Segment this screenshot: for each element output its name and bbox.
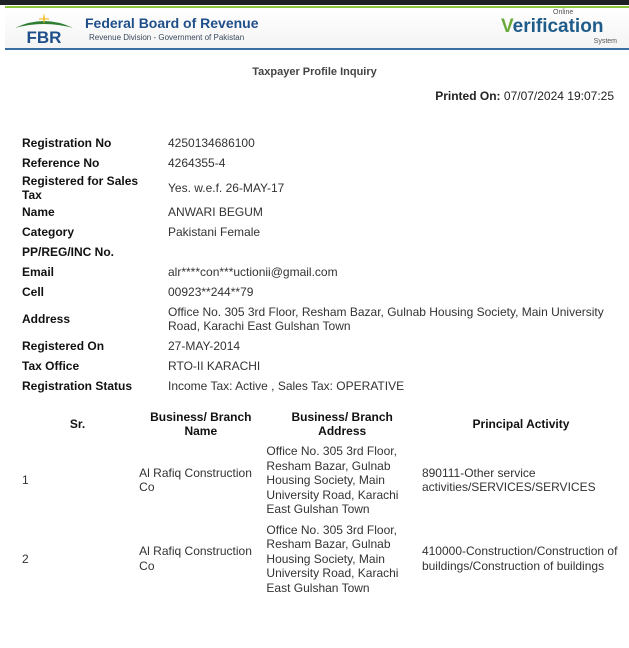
table-header-row: [18, 407, 622, 441]
cell-branch-address: Office No. 305 3rd Floor, Resham Bazar, Gulnab Housing Society, Main University Road, Karachi East Gulshan Town: [266, 522, 399, 595]
field-label: Tax Office: [22, 359, 80, 373]
business-branches-table: [18, 407, 622, 598]
field-label: Registration No: [22, 136, 112, 150]
field-label: Registered On: [22, 339, 105, 353]
ovs-online-text: Online: [553, 9, 574, 16]
ovs-title: [501, 17, 603, 37]
field-value: ANWARI BEGUM: [168, 205, 263, 219]
field-label: Email: [22, 265, 55, 279]
field-label: Reference No: [22, 156, 100, 170]
cell-principal-activity: 410000-Construction/Construction of buildings/Construction of buildings: [421, 544, 618, 573]
table-row: [18, 441, 622, 520]
cell-sr: 2: [22, 551, 29, 566]
profile-row: [22, 262, 622, 282]
field-label: Address: [22, 312, 71, 326]
fbr-logo-text: FBR: [26, 28, 62, 46]
field-label: Name: [22, 205, 55, 219]
profile-row: [22, 242, 622, 262]
field-label: Registered for Sales Tax: [22, 173, 139, 202]
table-row: [18, 520, 622, 599]
column-header-branch-address: Business/ Branch Address: [291, 410, 393, 438]
field-value: Office No. 305 3rd Floor, Resham Bazar, Gulnab Housing Society, Main University Road, Karachi East Gulshan Town: [168, 305, 604, 333]
field-value: Income Tax: Active , Sales Tax: OPERATIVE: [168, 379, 405, 393]
fbr-logo-icon: [11, 12, 77, 46]
column-header-sr: Sr.: [69, 417, 86, 431]
profile-row: [22, 376, 622, 396]
column-header-principal-activity: Principal Activity: [472, 417, 570, 431]
profile-row: [22, 336, 622, 356]
printed-on-label: Printed On:: [435, 89, 501, 103]
checkmark-v-icon: V: [501, 16, 513, 37]
field-value: 4250134686100: [168, 136, 255, 150]
printed-on-value: 07/07/2024 19:07:25: [503, 89, 614, 103]
ovs-system-text: System: [593, 38, 617, 45]
column-header-branch-name: Business/ Branch Name: [150, 410, 252, 438]
profile-row: [22, 356, 622, 376]
field-value: 00923**244**79: [168, 285, 254, 299]
online-verification-logo: [495, 9, 617, 47]
field-value: Yes. w.e.f. 26-MAY-17: [168, 180, 285, 195]
profile-row: [22, 202, 622, 222]
top-bar: [0, 0, 629, 5]
profile-row: [22, 153, 622, 173]
cell-branch-name: Al Rafiq Construction Co: [139, 544, 252, 573]
org-name: Federal Board of Revenue: [85, 15, 259, 31]
cell-branch-address: Office No. 305 3rd Floor, Resham Bazar, Gulnab Housing Society, Main University Road, Karachi East Gulshan Town: [266, 444, 399, 516]
profile-row: [22, 133, 622, 153]
field-value: 27-MAY-2014: [168, 339, 241, 353]
profile-row: [22, 173, 622, 202]
page-title: Taxpayer Profile Inquiry: [252, 66, 377, 78]
profile-row: [22, 222, 622, 242]
profile-details: [22, 133, 622, 396]
field-label: Cell: [22, 285, 45, 299]
cell-sr: 1: [22, 473, 29, 487]
cell-branch-name: Al Rafiq Construction Co: [139, 465, 252, 495]
field-value: [168, 242, 622, 262]
page-header: [5, 8, 629, 50]
org-subtitle: Revenue Division - Government of Pakistan: [89, 33, 245, 42]
profile-row: [22, 282, 622, 302]
field-value: 4264355-4: [168, 156, 226, 170]
field-label: Category: [22, 225, 75, 239]
ovs-title-rest: erification: [512, 16, 604, 37]
field-value: RTO-II KARACHI: [168, 359, 261, 373]
field-label: Registration Status: [22, 379, 133, 393]
field-value: alr****con***uctionii@gmail.com: [168, 265, 338, 279]
field-label: PP/REG/INC No.: [22, 245, 115, 259]
field-value: Pakistani Female: [168, 225, 261, 239]
printed-on: [435, 89, 614, 103]
profile-row: [22, 302, 622, 336]
cell-principal-activity: 890111-Other service activities/SERVICES/SERVICES: [421, 465, 596, 495]
